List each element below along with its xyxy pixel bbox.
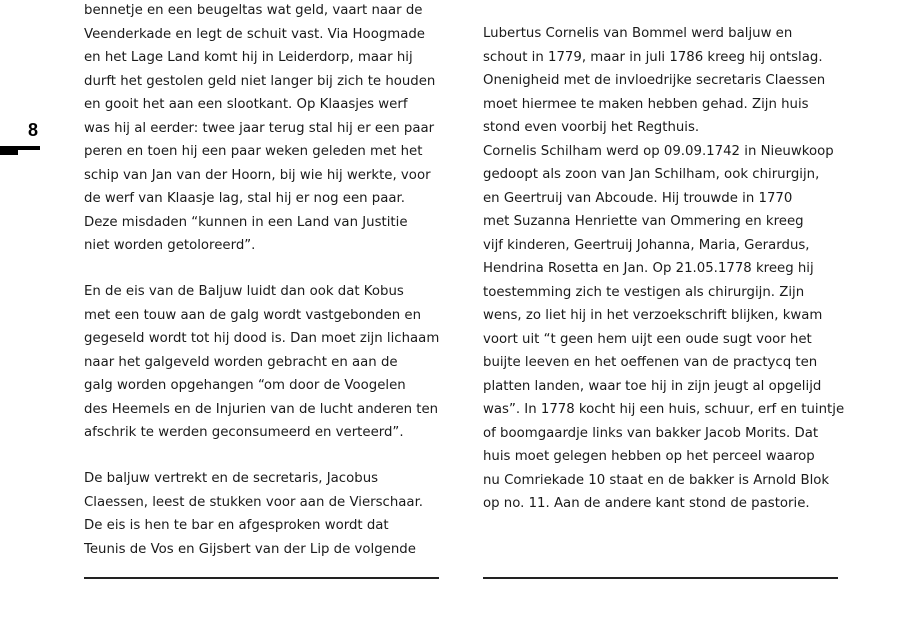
- text-line: Onenigheid met de invloedrijke secretaris Claessen: [483, 73, 826, 88]
- text-line: peren en toen hij een paar weken geleden met het: [84, 144, 423, 159]
- text-line: bennetje en een beugeltas wat geld, vaart naar de: [84, 3, 423, 18]
- paragraph-secretaris: [84, 467, 444, 561]
- text-line: voort uit “t geen hem uijt een oude sugt voor het: [483, 331, 812, 347]
- text-line: Deze misdaden “kunnen in een Land van Justitie: [84, 214, 408, 230]
- text-line: Lubertus Cornelis van Bommel werd baljuw en: [483, 26, 793, 41]
- text-line: en gooit het aan een slootkant. Op Klaasjes werf: [84, 97, 408, 112]
- text-line: des Heemels en de Injurien van de lucht anderen ten: [84, 401, 439, 417]
- paragraph-kobus-theft: [84, 0, 444, 258]
- paragraph-baljuw-demand: [84, 280, 444, 445]
- text-line: toestemming zich te vestigen als chirurgijn. Zijn: [483, 284, 805, 300]
- text-line: Hendrina Rosetta en Jan. Op 21.05.1778 kreeg hij: [483, 261, 814, 276]
- text-line: en het Lage Land komt hij in Leiderdorp, maar hij: [84, 50, 413, 65]
- text-line: wens, zo liet hij in het verzoekschrift blijken, kwam: [483, 308, 823, 323]
- text-line: platten landen, waar toe hij in zijn jeugt al opgelijd: [483, 378, 822, 394]
- page-marker-bar: [0, 146, 40, 150]
- text-line: Veenderkade en legt de schuit vast. Via Hoogmade: [84, 26, 425, 42]
- text-line: En de eis van de Baljuw luidt dan ook dat Kobus: [84, 284, 404, 299]
- text-line: de werf van Klaasje lag, stal hij er nog een paar.: [84, 191, 406, 206]
- text-line: met een touw aan de galg wordt vastgebonden en: [84, 307, 422, 323]
- text-line: naar het galgeveld worden gebracht en aan de: [84, 354, 398, 370]
- text-line: nu Comriekade 10 staat en de bakker is Arnold Blok: [483, 472, 830, 488]
- right-column-divider: [483, 577, 838, 579]
- text-line: moet hiermee te maken hebben gehad. Zijn huis: [483, 96, 809, 112]
- text-line: galg worden opgehangen “om door de Voogelen: [84, 378, 406, 393]
- text-line: Teunis de Vos en Gijsbert van der Lip de volgende: [84, 541, 416, 557]
- text-line: of boomgaardje links van bakker Jacob Morits. Dat: [483, 425, 819, 441]
- text-line: De baljuw vertrekt en de secretaris, Jacobus: [84, 471, 379, 486]
- text-line: met Suzanna Henriette van Ommering en kreeg: [483, 214, 804, 229]
- text-line: stond even voorbij het Regthuis.: [483, 120, 700, 135]
- page-number: 8: [28, 120, 39, 140]
- text-line: Claessen, leest de stukken voor aan de Vierschaar.: [84, 494, 424, 510]
- text-line: en Geertruij van Abcoude. Hij trouwde in 1770: [483, 190, 793, 206]
- text-line: niet worden getoloreerd”.: [84, 238, 256, 253]
- left-column-divider: [84, 577, 439, 579]
- text-line: schip van Jan van der Hoorn, bij wie hij werkte, voor: [84, 167, 431, 183]
- text-line: Cornelis Schilham werd op 09.09.1742 in Nieuwkoop: [483, 143, 834, 159]
- text-line: De eis is hen te bar en afgesproken wordt dat: [84, 518, 389, 533]
- text-line: afschrik te werden geconsumeerd en verteerd”.: [84, 425, 404, 440]
- text-line: huis moet gelegen hebben op het perceel waarop: [483, 449, 815, 464]
- text-line: vijf kinderen, Geertruij Johanna, Maria, Gerardus,: [483, 237, 810, 253]
- text-line: was hij al eerder: twee jaar terug stal hij er een paar: [84, 120, 435, 136]
- text-line: was”. In 1778 kocht hij een huis, schuur, erf en tuintje: [483, 402, 845, 417]
- text-line: gegeseld wordt tot hij dood is. Dan moet zijn lichaam: [84, 331, 440, 346]
- text-line: durft het gestolen geld niet langer bij zich te houden: [84, 73, 436, 89]
- paragraph-biographies: [483, 22, 843, 516]
- text-line: gedoopt als zoon van Jan Schilham, ook chirurgijn,: [483, 167, 820, 182]
- text-line: op no. 11. Aan de andere kant stond de pastorie.: [483, 496, 810, 511]
- text-line: buijte leeven en het oeffenen van de practycq ten: [483, 355, 818, 370]
- text-line: schout in 1779, maar in juli 1786 kreeg hij ontslag.: [483, 49, 823, 65]
